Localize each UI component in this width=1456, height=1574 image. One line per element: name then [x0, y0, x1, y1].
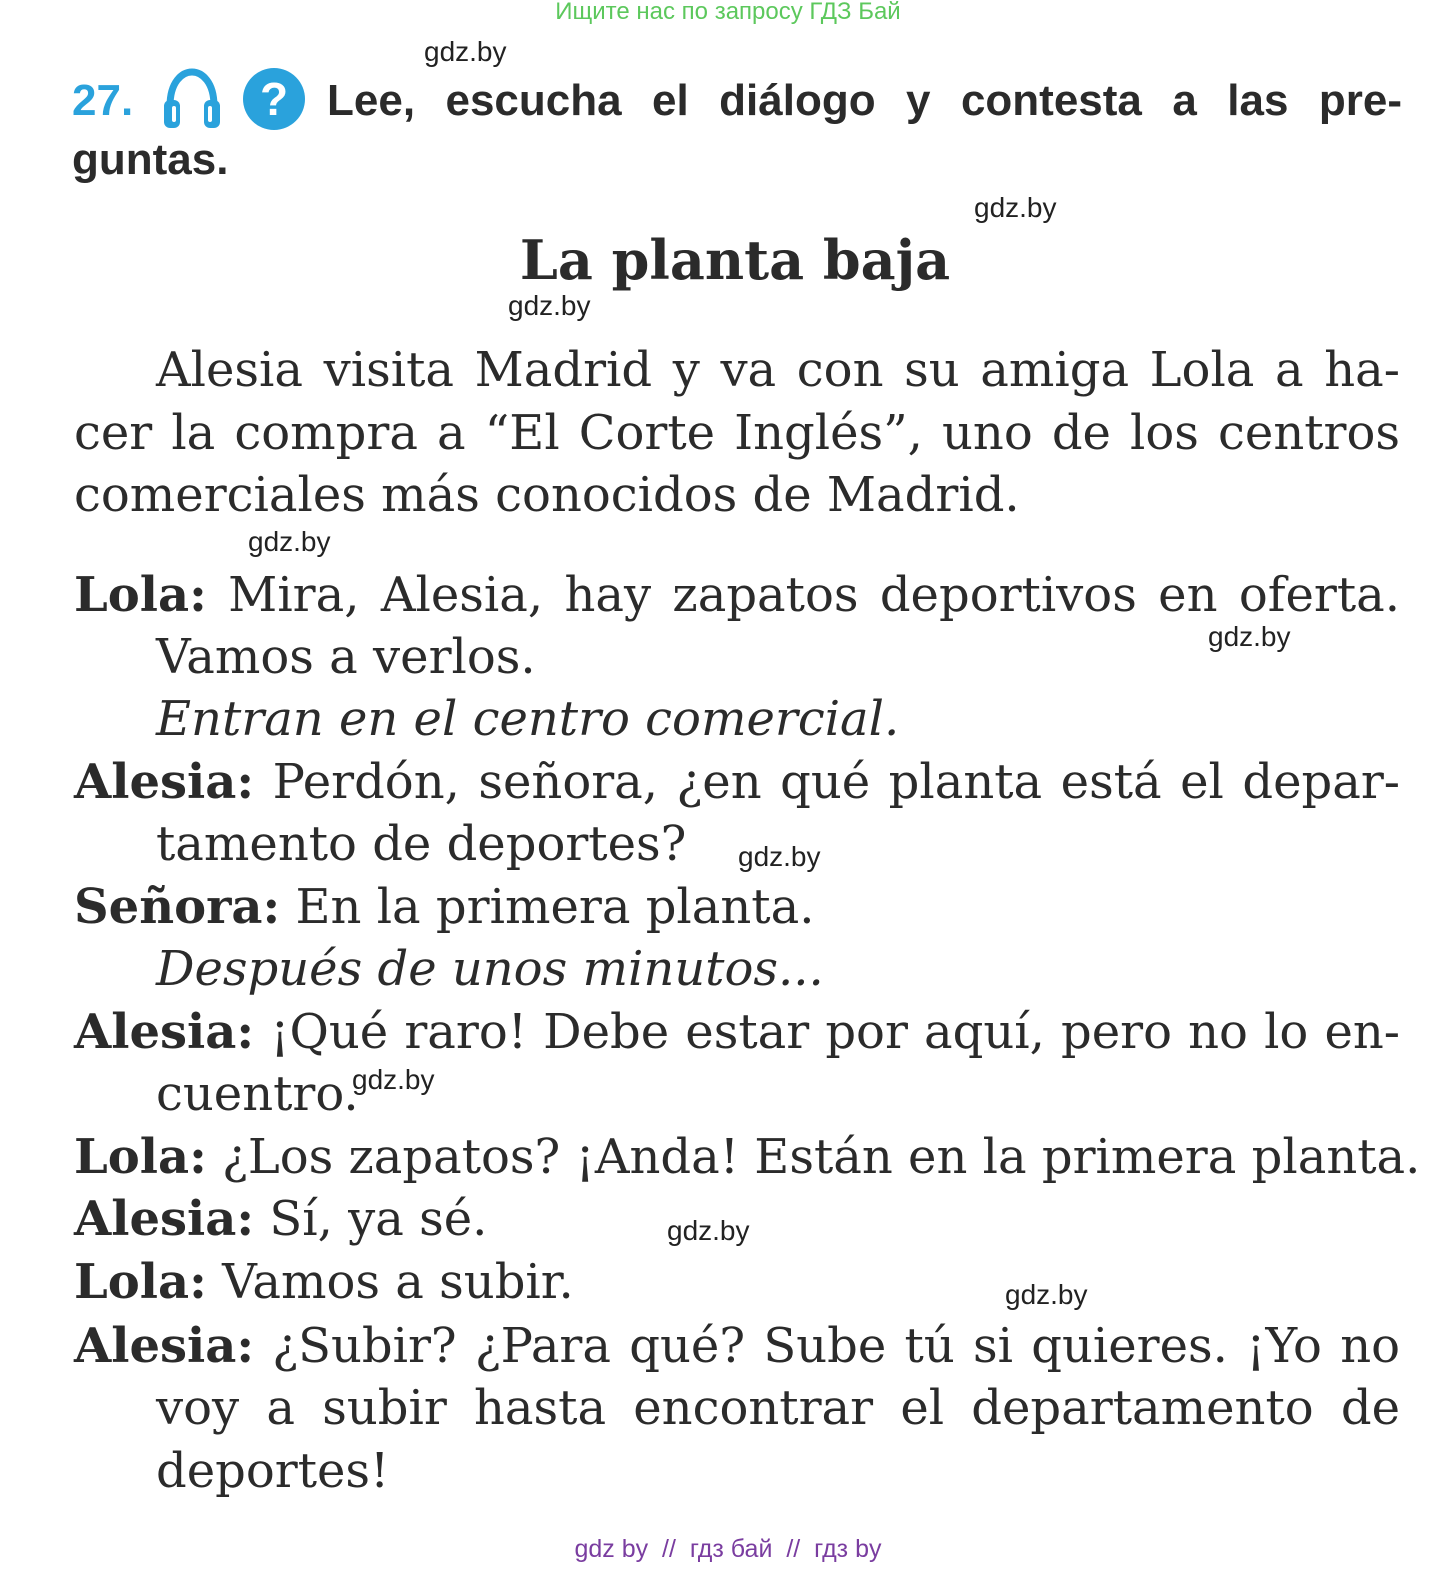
intro-line: Alesia visita Madrid y va con su amiga Lola a ha-	[156, 342, 1400, 398]
speech-text: Vamos a subir.	[206, 1254, 574, 1310]
speaker-name: Alesia:	[74, 754, 255, 810]
dialogue-line	[74, 1318, 1400, 1374]
dialogue-line	[74, 567, 1400, 623]
watermark: gdz.by	[424, 36, 507, 67]
speech-text: ¡Qué raro! Debe estar por aquí, pero no lo en-	[254, 1004, 1400, 1060]
speech-text: ¿Los zapatos? ¡Anda! Están en la primera planta.	[206, 1129, 1421, 1185]
exercise-number: 27.	[72, 76, 134, 125]
speaker-name: Lola:	[74, 1129, 207, 1185]
svg-text:?: ?	[259, 73, 289, 125]
watermark: gdz.by	[248, 526, 331, 557]
speaker-name: Alesia:	[74, 1004, 255, 1060]
exercise-header	[72, 68, 1402, 188]
speech-text: En la primera planta.	[280, 879, 815, 935]
speech-text: Perdón, señora, ¿en qué planta está el depar-	[254, 754, 1400, 810]
dialogue-line	[74, 1129, 1420, 1185]
dialogue-line	[74, 1004, 1400, 1060]
speaker-name: Lola:	[74, 567, 207, 623]
speech-text: Mira, Alesia, hay zapatos deportivos en oferta.	[206, 567, 1400, 623]
dialogue-line	[74, 1191, 487, 1247]
watermark: gdz.by	[974, 192, 1057, 223]
intro-line: cer la compra a “El Corte Inglés”, uno de los centros	[74, 405, 1400, 461]
stage-direction: Entran en el centro comercial.	[156, 691, 900, 747]
dialogue-line	[74, 1254, 574, 1310]
speaker-name: Alesia:	[74, 1318, 255, 1374]
dialogue-continuation: tamento de deportes?	[156, 816, 687, 872]
question-icon	[242, 67, 306, 131]
top-banner: Ищите нас по запросу ГДЗ Бай	[555, 0, 901, 25]
speaker-name: Alesia:	[74, 1191, 255, 1247]
dialogue-continuation: Vamos a verlos.	[156, 629, 536, 685]
text-title: La planta baja	[519, 228, 951, 292]
watermark: gdz.by	[1208, 621, 1291, 652]
watermark: gdz.by	[738, 841, 821, 872]
dialogue-continuation: cuentro.	[156, 1066, 359, 1122]
intro-line: comerciales más conocidos de Madrid.	[74, 467, 1020, 523]
dialogue-line	[74, 879, 814, 935]
watermark: gdz.by	[352, 1064, 435, 1095]
dialogue-continuation: voy a subir hasta encontrar el departamento de	[156, 1380, 1400, 1436]
dialogue-continuation: deportes!	[156, 1443, 390, 1499]
speaker-name: Lola:	[74, 1254, 207, 1310]
dialogue-line	[74, 754, 1400, 810]
speech-text: ¿Subir? ¿Para qué? Sube tú si quieres. ¡Yo no	[254, 1318, 1400, 1374]
speaker-name: Señora:	[74, 879, 281, 935]
footer-watermark: gdz by // гдз бай // гдз by	[574, 1535, 882, 1563]
watermark: gdz.by	[1005, 1279, 1088, 1310]
headphones-icon	[162, 68, 222, 130]
speech-text: Sí, ya sé.	[254, 1191, 488, 1247]
watermark: gdz.by	[508, 290, 591, 321]
instruction-line: Lee, escucha el diálogo y contesta a las pre-	[327, 76, 1402, 125]
stage-direction: Después de unos minutos...	[156, 941, 824, 997]
watermark: gdz.by	[667, 1215, 750, 1246]
instruction-line: guntas.	[72, 135, 229, 184]
